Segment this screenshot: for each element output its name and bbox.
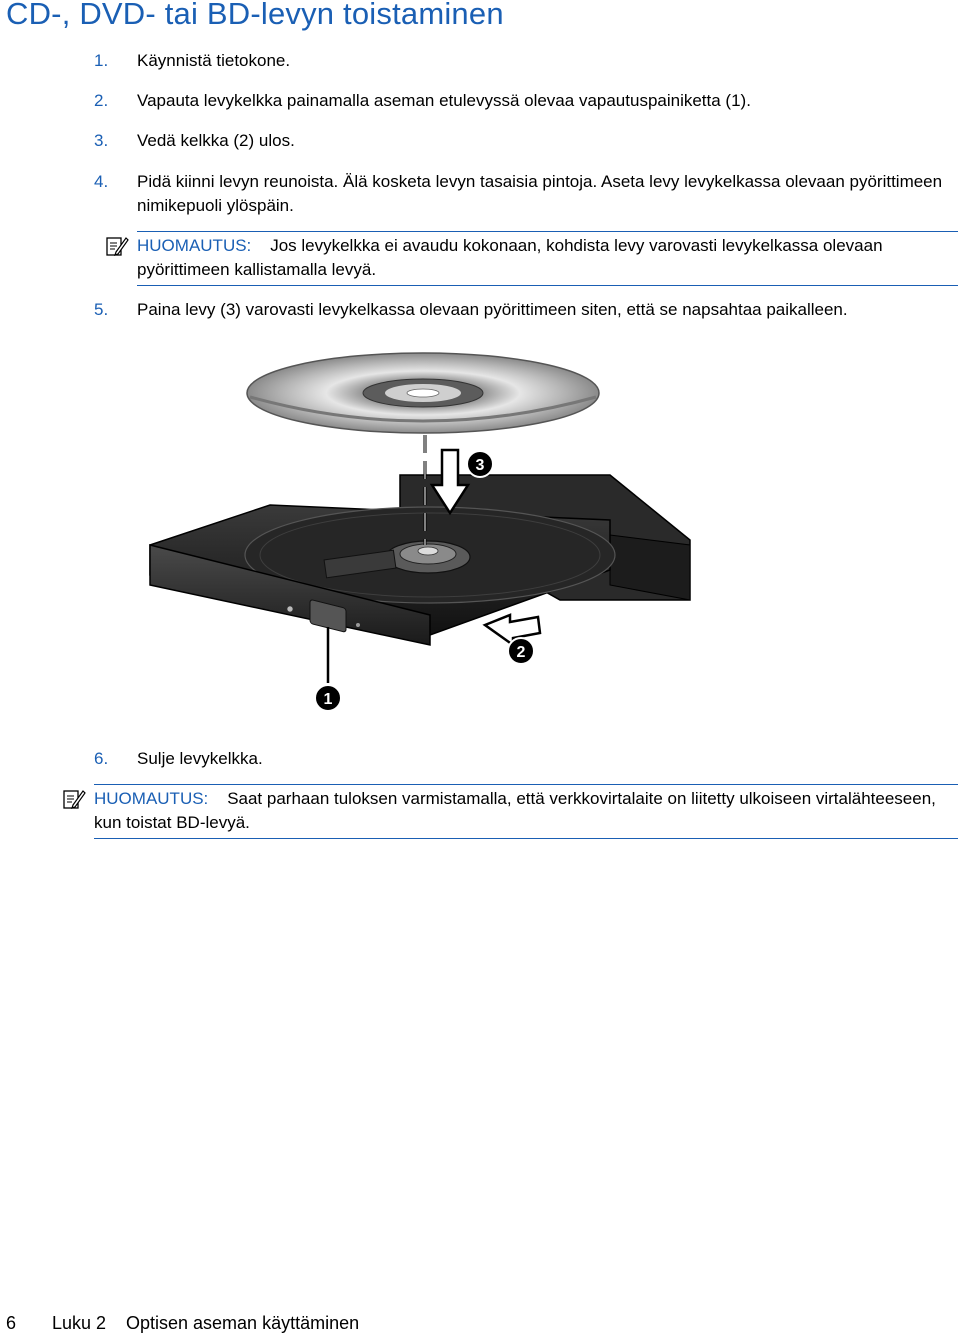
step-3 xyxy=(94,129,950,153)
callout-1 xyxy=(315,685,341,711)
note-1 xyxy=(137,234,958,282)
step-text: Pidä kiinni levyn reunoista. Älä kosketa levyn tasaisia pintoja. Aseta levy levykelkassa olevaan pyörittimeen nimikepuoli ylöspäin. xyxy=(137,172,943,215)
drive-led xyxy=(287,606,293,612)
step-number: 4. xyxy=(94,172,109,191)
svg-text:1: 1 xyxy=(323,691,333,708)
note-label: HUOMAUTUS: xyxy=(94,789,209,808)
step-number: 2. xyxy=(94,91,109,110)
chapter-title: Optisen aseman käyttäminen xyxy=(126,1313,360,1333)
step-text: Sulje levykelkka. xyxy=(137,749,263,768)
page-title: CD-, DVD- tai BD-levyn toistaminen xyxy=(6,0,504,31)
step-2 xyxy=(94,89,950,113)
step-4 xyxy=(94,170,950,218)
step-number: 5. xyxy=(94,300,109,319)
note-bottom-rule xyxy=(94,838,958,839)
disc xyxy=(247,353,599,433)
page-number: 6 xyxy=(6,1313,17,1333)
note-label: HUOMAUTUS: xyxy=(137,236,252,255)
chapter-label: Luku 2 xyxy=(52,1313,107,1333)
note-text: Jos levykelkka ei avaudu kokonaan, kohdista levy varovasti levykelkassa olevaan pyörittimeen kallistamalla levyä. xyxy=(137,236,883,279)
svg-text:3: 3 xyxy=(475,457,485,474)
step-number: 3. xyxy=(94,131,109,150)
step-text: Vapauta levykelkka painamalla aseman etulevyssä olevaa vapautuspainiketta (1). xyxy=(137,91,751,110)
note-2 xyxy=(94,787,958,835)
step-number: 6. xyxy=(94,749,109,768)
note-bottom-rule xyxy=(137,285,958,286)
callout-2 xyxy=(508,638,534,664)
optical-drive-illustration xyxy=(140,345,700,725)
note-top-rule xyxy=(137,231,958,232)
step-text: Vedä kelkka (2) ulos. xyxy=(137,131,295,150)
note-top-rule xyxy=(94,784,958,785)
note-icon xyxy=(62,788,86,810)
step-text: Paina levy (3) varovasti levykelkassa olevaan pyörittimeen siten, että se napsahtaa paikalleen. xyxy=(137,300,848,319)
note-text: Saat parhaan tuloksen varmistamalla, että verkkovirtalaite on liitetty ulkoiseen virtalähteeseen, kun toistat BD-levyä. xyxy=(94,789,936,832)
svg-text:2: 2 xyxy=(516,644,526,661)
step-text: Käynnistä tietokone. xyxy=(137,51,291,70)
step-5 xyxy=(94,298,950,322)
step-1 xyxy=(94,49,950,73)
note-icon xyxy=(105,235,129,257)
callout-3 xyxy=(467,451,493,477)
spindle xyxy=(386,541,470,573)
step-number: 1. xyxy=(94,51,109,70)
step-6 xyxy=(94,747,950,771)
